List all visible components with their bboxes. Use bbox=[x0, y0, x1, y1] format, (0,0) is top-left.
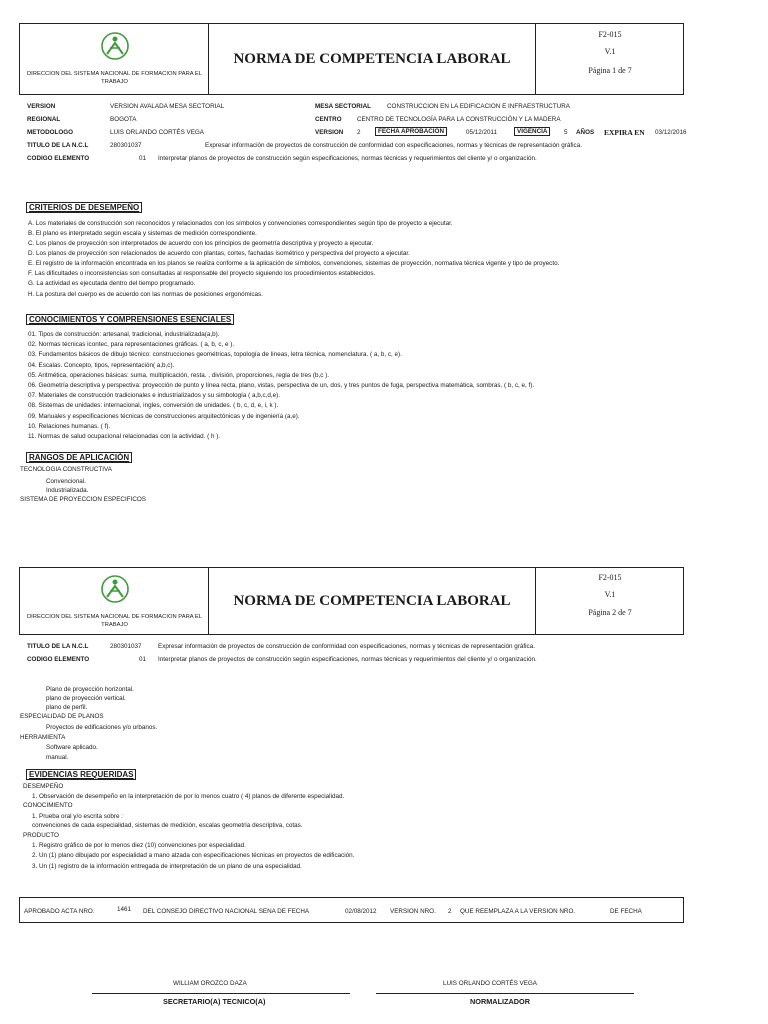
titulo-label: TITULO DE LA N.C.L bbox=[27, 643, 89, 650]
acta-label: APROBADO ACTA NRO. bbox=[24, 908, 95, 915]
sistema-label: SISTEMA DE PROYECCION ESPECIFICOS bbox=[20, 496, 146, 503]
criterio-item: D. Los planos de proyección son relacionados de acuerdo con plantas, cortes, fachadas isométrico y perspectiva del proyecto a ejecutar. bbox=[28, 250, 410, 257]
producto-item: 2. Un (1) plano dibujado por especialidad a mano alzada con especificaciones técnicas en proyectos de edificación. bbox=[32, 852, 355, 859]
org-cell bbox=[20, 24, 209, 94]
criterio-item: F. Las dificultades o inconsistencias son consultadas al responsable del proyecto siguiendo los procedimientos establecidos. bbox=[28, 270, 376, 277]
form-version: V.1 bbox=[604, 47, 616, 56]
codigo-value: Interpretar planos de proyectos de construcción según especificaciones, normas técnicas y requerimientos del cliente y/ o organización. bbox=[158, 155, 537, 162]
codigo-code: 01 bbox=[139, 656, 147, 663]
regional-value: BOGOTA bbox=[110, 116, 137, 123]
sistema-item: plano de perfil. bbox=[46, 704, 88, 711]
document-title: NORMA DE COMPETENCIA LABORAL bbox=[233, 592, 511, 609]
page-number: Página 1 de 7 bbox=[588, 66, 632, 75]
org-cell bbox=[20, 568, 209, 634]
form-code: F2-015 bbox=[598, 573, 622, 582]
acta-value: 1461 bbox=[117, 906, 132, 913]
especialidad-item: Proyectos de edificaciones y/o urbanos. bbox=[46, 724, 158, 731]
centro-value: CENTRO DE TECNOLOGÍA PARA LA CONSTRUCCIÓN Y LA MADERA bbox=[357, 116, 561, 123]
conocimiento-item: 06. Geometría descriptiva y perspectiva: proyección de punto y línea recta, plano, vistas, perspectiva de un, dos, y tres puntos de fuga, perspectiva matemática, sombras. ( b, c, e, f). bbox=[28, 382, 535, 389]
version-value: VERSION AVALADA MESA SECTORIAL bbox=[110, 103, 225, 110]
meta-cell bbox=[535, 24, 683, 94]
expira-label: EXPIRA EN bbox=[604, 128, 645, 137]
titulo-label: TITULO DE LA N.C.L bbox=[27, 142, 89, 149]
criterio-item: E. El registro de la información encontrada en los planos se realiza conforme a la aplicación de símbolos, convenciones, sistemas de proyección, normativa técnica vigente y tipo de proyecto. bbox=[28, 260, 560, 267]
header-box-page1 bbox=[19, 23, 684, 95]
meta-cell bbox=[535, 568, 683, 634]
conocimiento-item: 04. Escalas. Concepto, tipos, representación( a,b,c). bbox=[28, 362, 175, 369]
form-version: V.1 bbox=[604, 590, 616, 599]
regional-label: REGIONAL bbox=[27, 116, 61, 123]
conocimiento-item: 11. Normas de salud ocupacional relacionadas con la actividad. ( h ). bbox=[28, 433, 221, 440]
centro-label: CENTRO bbox=[315, 116, 342, 123]
conocimiento-item: 01. Tipos de construcción: artesanal, tradicional, industrializada(a,b). bbox=[28, 331, 220, 338]
tecnologia-item: Convencional. bbox=[46, 478, 86, 485]
conocimiento-item: 02. Normas técnicas icontec, para representaciones gráficas. ( a, b, c, e ). bbox=[28, 341, 235, 348]
version-label: VERSION bbox=[27, 103, 56, 110]
desempeno-label: DESEMPEÑO bbox=[23, 783, 64, 790]
tecnologia-item: Industrializada. bbox=[46, 487, 89, 494]
signer1-name: WILLIAM OROZCO DAZA bbox=[173, 980, 247, 987]
codigo-code: 01 bbox=[139, 155, 147, 162]
header-box-page2 bbox=[19, 567, 684, 635]
expira-value: 03/12/2016 bbox=[655, 129, 687, 136]
evidencias-heading: EVIDENCIAS REQUERIDAS bbox=[26, 769, 136, 780]
conocimientos-heading: CONOCIMIENTOS Y COMPRENSIONES ESENCIALES bbox=[26, 314, 234, 325]
signer2-name: LUIS ORLANDO CORTÉS VEGA bbox=[443, 980, 538, 987]
criterios-heading: CRITERIOS DE DESEMPEÑO bbox=[26, 202, 142, 213]
conocimiento-item: 03. Fundamentos básicos de dibujo técnico: construcciones geométricas, topología de líneas, letra técnica, nomenclatura. ( a, b, c, e). bbox=[28, 351, 402, 358]
approval-version-label: VERSION NRO. bbox=[390, 908, 436, 915]
org-name: DIRECCION DEL SISTEMA NACIONAL DE FORMACION PARA EL TRABAJO bbox=[26, 614, 202, 628]
metodologo-value: LUIS ORLANDO CORTÉS VEGA bbox=[110, 129, 205, 136]
codigo-value: Interpretar planos de proyectos de construcción según especificaciones, normas técnicas y requerimientos del cliente y/ o organización. bbox=[158, 656, 537, 663]
signature-line bbox=[92, 993, 350, 994]
fecha-aprobacion-value: 05/12/2011 bbox=[466, 129, 498, 136]
page-number: Página 2 de 7 bbox=[588, 608, 632, 617]
document-title: NORMA DE COMPETENCIA LABORAL bbox=[233, 50, 511, 67]
herramienta-label: HERRAMIENTA bbox=[20, 734, 66, 741]
consejo-label: DEL CONSEJO DIRECTIVO NACIONAL SENA DE FECHA bbox=[143, 908, 310, 915]
org-name: DIRECCION DEL SISTEMA NACIONAL DE FORMACION PARA EL TRABAJO bbox=[26, 71, 202, 85]
metodologo-label: METODOLOGO bbox=[27, 129, 74, 136]
herramienta-item: Software aplicado. bbox=[46, 744, 98, 751]
mesa-value: CONSTRUCCION EN LA EDIFICACION E INFRAESTRUCTURA bbox=[387, 103, 570, 110]
conocimiento-item: 08. Sistemas de unidades: internacional, ingles, conversión de unidades. ( b, c, d, e, i, k ). bbox=[28, 402, 279, 409]
tecnologia-label: TECNOLOGIA CONSTRUCTIVA bbox=[20, 466, 112, 473]
desempeno-item: 1. Observación de desempeño en la interpretación de por lo menos cuatro ( 4) planos de diferente especialidad. bbox=[32, 793, 345, 800]
signer1-role: SECRETARIO(A) TECNICO(A) bbox=[163, 997, 266, 1006]
reemplaza-label: QUE REEMPLAZA A LA VERSION NRO. bbox=[460, 908, 576, 915]
producto-item: 3. Un (1) registro de la información entregada de interpretación de un plano de una especialidad. bbox=[32, 863, 302, 870]
signer2-role: NORMALIZADOR bbox=[470, 997, 530, 1006]
sistema-item: Plano de proyección horizontal. bbox=[46, 686, 134, 693]
signature-line bbox=[376, 993, 634, 994]
conocimiento-label: CONOCIMIENTO bbox=[23, 802, 73, 809]
sena-logo-icon bbox=[101, 32, 129, 62]
conocimiento-item: 07. Materiales de construcción tradicionales e industrializados y su simbología ( a,b,c,d,e). bbox=[28, 392, 281, 399]
herramienta-item: manual. bbox=[46, 754, 69, 761]
criterio-item: H. La postura del cuerpo es de acuerdo con las normas de posiciones ergonómicas. bbox=[28, 291, 263, 298]
criterio-item: G. La actividad es ejecutada dentro del tiempo programado. bbox=[28, 280, 196, 287]
fecha-aprobacion-label: FECHA APROBACION bbox=[375, 127, 447, 136]
conocimiento-evidence-item: 1. Prueba oral y/o escrita sobre : bbox=[32, 813, 124, 820]
codigo-label: CODIGO ELEMENTO bbox=[27, 656, 90, 663]
codigo-label: CODIGO ELEMENTO bbox=[27, 155, 90, 162]
especialidad-label: ESPECIALIDAD DE PLANOS bbox=[20, 713, 104, 720]
conocimiento-item: 10. Relaciones humanas. ( f). bbox=[28, 423, 111, 430]
producto-label: PRODUCTO bbox=[23, 832, 59, 839]
approval-date: 02/08/2012 bbox=[345, 908, 377, 915]
conocimiento-item: 09. Manuales y especificaciones técnicas de construcciones arquitectónicas y de ingeniería (a,e). bbox=[28, 413, 300, 420]
titulo-code: 280301037 bbox=[110, 643, 142, 650]
mesa-label: MESA SECTORIAL bbox=[315, 103, 371, 110]
vigencia-value: 5 bbox=[564, 129, 568, 136]
rangos-heading: RANGOS DE APLICACIÓN bbox=[26, 452, 132, 463]
approval-box bbox=[19, 897, 684, 923]
producto-item: 1. Registro gráfico de por lo menos diez (10) convenciones por especialidad. bbox=[32, 842, 246, 849]
form-code: F2-015 bbox=[598, 30, 622, 39]
titulo-value: Expresar información de proyectos de construcción de conformidad con especificaciones, normas y técnicas de representación gráfica. bbox=[205, 142, 582, 149]
version2-value: 2 bbox=[357, 129, 361, 136]
vigencia-label: VIGENCIA bbox=[514, 127, 550, 136]
conocimiento-evidence-item: convenciones de cada especialidad, sistemas de medición, escalas geometría descriptiva, cotas. bbox=[32, 822, 303, 829]
de-fecha-label: DE FECHA bbox=[610, 908, 642, 915]
criterio-item: C. Los planos de proyección son interpretados de acuerdo con los principios de geometría descriptiva y proyecto a ejecutar. bbox=[28, 240, 374, 247]
sistema-item: plano de proyección vertical. bbox=[46, 695, 126, 702]
version2-label: VERSION bbox=[315, 129, 344, 136]
criterio-item: A. Los materiales de construcción son reconocidos y relacionados con los símbolos y convenciones correspondientes según tipo de proyecto a ejecutar. bbox=[28, 220, 453, 227]
criterio-item: B. El plano es interpretado según escala y sistemas de medición correspondiente. bbox=[28, 230, 257, 237]
titulo-value: Expresar información de proyectos de construcción de conformidad con especificaciones, normas y técnicas de representación gráfica. bbox=[158, 643, 535, 650]
approval-version-value: 2 bbox=[448, 908, 452, 915]
conocimiento-item: 05. Aritmética, operaciones básicas: suma, multiplicación, resta. , división, proporciones, regla de tres (b,c ). bbox=[28, 372, 329, 379]
sena-logo-icon bbox=[101, 575, 129, 605]
anos-label: AÑOS bbox=[576, 129, 595, 136]
titulo-code: 280301037 bbox=[110, 142, 142, 149]
